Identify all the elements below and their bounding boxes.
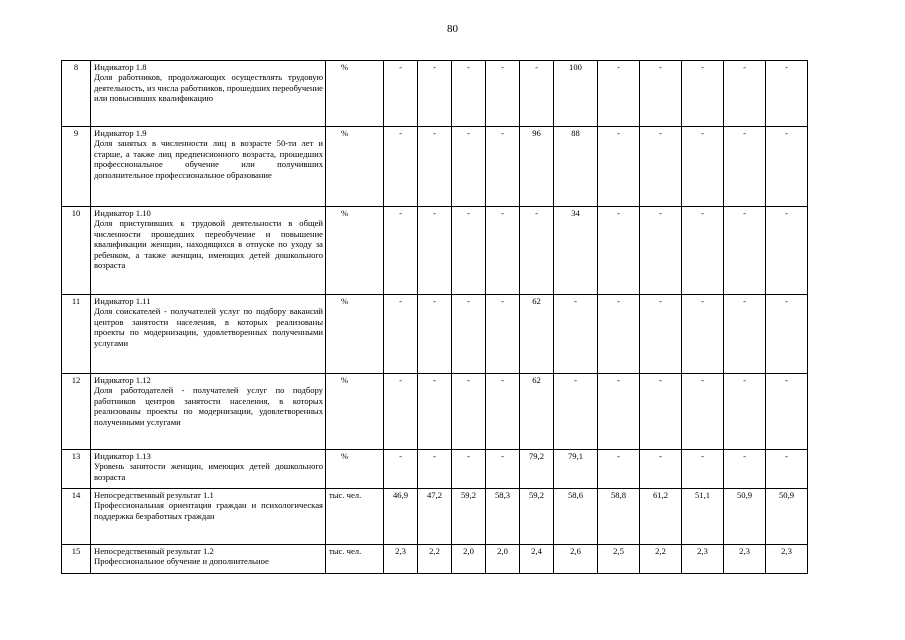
unit-cell: % xyxy=(326,61,384,127)
value-cell: - xyxy=(598,61,640,127)
value-cell: 59,2 xyxy=(452,489,486,545)
value-cell: - xyxy=(384,207,418,295)
indicator-description-cell xyxy=(91,545,326,574)
value-cell: 2,2 xyxy=(640,545,682,574)
value-cell: - xyxy=(766,207,808,295)
indicator-text: Доля занятых в численности лиц в возрасте 50-ти лет и старше, а также лиц предпенсионного возраста, прошедших профессиональное обучение или получивших дополнительное профессиональное образование xyxy=(94,138,323,180)
value-cell: - xyxy=(598,127,640,207)
row-number-cell: 12 xyxy=(62,374,91,450)
value-cell: 34 xyxy=(554,207,598,295)
unit-cell: % xyxy=(326,374,384,450)
value-cell: 2,4 xyxy=(520,545,554,574)
value-cell: - xyxy=(452,127,486,207)
value-cell: - xyxy=(452,374,486,450)
indicator-description-cell xyxy=(91,127,326,207)
indicator-title: Индикатор 1.12 xyxy=(94,375,151,385)
value-cell: 2,0 xyxy=(486,545,520,574)
indicator-text: Профессиональная ориентация граждан и психологическая поддержка безработных граждан xyxy=(94,500,323,521)
row-number-cell: 15 xyxy=(62,545,91,574)
value-cell: - xyxy=(452,450,486,489)
value-cell: 61,2 xyxy=(640,489,682,545)
table-row xyxy=(62,489,808,545)
value-cell: 47,2 xyxy=(418,489,452,545)
value-cell: 50,9 xyxy=(724,489,766,545)
value-cell: - xyxy=(724,450,766,489)
indicator-description-cell xyxy=(91,450,326,489)
indicator-text: Профессиональное обучение и дополнительное xyxy=(94,556,269,567)
indicator-description-cell xyxy=(91,61,326,127)
value-cell: - xyxy=(452,295,486,374)
indicator-text: Доля приступивших к трудовой деятельности в общей численности прошедших переобучение и повышение квалификации женщин, находящихся в отпуске по уходу за ребенком, а также женщин, имеющих детей дошкольного возраста xyxy=(94,218,323,271)
table-row xyxy=(62,374,808,450)
value-cell: - xyxy=(520,207,554,295)
indicator-text: Доля работников, продолжающих осуществлять трудовую деятельность, из числа работников, прошедших переобучение или повысивших квалификацию xyxy=(94,72,323,104)
value-cell: - xyxy=(682,450,724,489)
value-cell: - xyxy=(418,61,452,127)
value-cell: - xyxy=(640,450,682,489)
value-cell: 62 xyxy=(520,374,554,450)
page-number: 80 xyxy=(447,23,458,35)
indicator-title: Индикатор 1.10 xyxy=(94,208,151,218)
value-cell: - xyxy=(486,61,520,127)
value-cell: - xyxy=(418,374,452,450)
indicator-text: Доля работодателей - получателей услуг по подбору работников центров занятости населения, в которых реализованы проекты по модернизации, удовлетворенных полученными услугами xyxy=(94,385,323,427)
value-cell: - xyxy=(766,127,808,207)
value-cell: 51,1 xyxy=(682,489,724,545)
value-cell: - xyxy=(724,127,766,207)
table-row xyxy=(62,207,808,295)
value-cell: 50,9 xyxy=(766,489,808,545)
value-cell: - xyxy=(418,127,452,207)
value-cell: 58,6 xyxy=(554,489,598,545)
value-cell: 46,9 xyxy=(384,489,418,545)
value-cell: - xyxy=(418,450,452,489)
table-row xyxy=(62,450,808,489)
unit-cell: % xyxy=(326,207,384,295)
value-cell: - xyxy=(384,61,418,127)
value-cell: - xyxy=(486,295,520,374)
value-cell: - xyxy=(682,295,724,374)
value-cell: - xyxy=(554,374,598,450)
indicator-description-cell xyxy=(91,207,326,295)
value-cell: - xyxy=(554,295,598,374)
value-cell: 2,3 xyxy=(724,545,766,574)
value-cell: - xyxy=(766,61,808,127)
value-cell: 59,2 xyxy=(520,489,554,545)
value-cell: 2,2 xyxy=(418,545,452,574)
value-cell: - xyxy=(766,374,808,450)
indicator-title: Непосредственный результат 1.1 xyxy=(94,490,214,500)
value-cell: - xyxy=(486,374,520,450)
indicator-title: Индикатор 1.13 xyxy=(94,451,151,461)
value-cell: 2,3 xyxy=(682,545,724,574)
row-number-cell: 13 xyxy=(62,450,91,489)
indicator-description-cell xyxy=(91,374,326,450)
value-cell: - xyxy=(384,450,418,489)
unit-cell: % xyxy=(326,450,384,489)
table-row xyxy=(62,127,808,207)
value-cell: 96 xyxy=(520,127,554,207)
row-number-cell: 11 xyxy=(62,295,91,374)
value-cell: - xyxy=(384,127,418,207)
value-cell: - xyxy=(724,295,766,374)
value-cell: - xyxy=(598,450,640,489)
value-cell: 2,0 xyxy=(452,545,486,574)
value-cell: 100 xyxy=(554,61,598,127)
value-cell: - xyxy=(486,450,520,489)
value-cell: - xyxy=(418,295,452,374)
value-cell: - xyxy=(640,374,682,450)
value-cell: - xyxy=(640,127,682,207)
value-cell: - xyxy=(682,61,724,127)
value-cell: 2,6 xyxy=(554,545,598,574)
value-cell: - xyxy=(384,295,418,374)
value-cell: - xyxy=(452,207,486,295)
value-cell: - xyxy=(452,61,486,127)
value-cell: 58,3 xyxy=(486,489,520,545)
row-number-cell: 14 xyxy=(62,489,91,545)
value-cell: - xyxy=(766,450,808,489)
unit-cell: тыс. чел. xyxy=(326,545,384,574)
unit-cell: % xyxy=(326,127,384,207)
value-cell: - xyxy=(384,374,418,450)
table-row xyxy=(62,545,808,574)
row-number-cell: 8 xyxy=(62,61,91,127)
unit-cell: % xyxy=(326,295,384,374)
value-cell: - xyxy=(724,207,766,295)
value-cell: 2,3 xyxy=(384,545,418,574)
value-cell: - xyxy=(640,207,682,295)
indicator-title: Непосредственный результат 1.2 xyxy=(94,546,214,556)
indicator-description-cell xyxy=(91,489,326,545)
indicators-table xyxy=(61,60,808,574)
value-cell: - xyxy=(598,295,640,374)
value-cell: - xyxy=(598,374,640,450)
table-row xyxy=(62,295,808,374)
value-cell: 58,8 xyxy=(598,489,640,545)
value-cell: 88 xyxy=(554,127,598,207)
unit-cell: тыс. чел. xyxy=(326,489,384,545)
row-number-cell: 10 xyxy=(62,207,91,295)
value-cell: - xyxy=(640,295,682,374)
indicator-text: Уровень занятости женщин, имеющих детей дошкольного возраста xyxy=(94,461,323,482)
value-cell: - xyxy=(682,127,724,207)
value-cell: - xyxy=(682,207,724,295)
indicator-title: Индикатор 1.8 xyxy=(94,62,147,72)
value-cell: - xyxy=(486,127,520,207)
indicator-description-cell xyxy=(91,295,326,374)
value-cell: - xyxy=(520,61,554,127)
table-row xyxy=(62,61,808,127)
value-cell: - xyxy=(598,207,640,295)
value-cell: - xyxy=(766,295,808,374)
value-cell: - xyxy=(640,61,682,127)
indicator-text: Доля соискателей - получателей услуг по подбору вакансий центров занятости населения, в которых реализованы проекты по модернизации, удовлетворенных полученными услугами xyxy=(94,306,323,348)
value-cell: - xyxy=(486,207,520,295)
value-cell: 62 xyxy=(520,295,554,374)
value-cell: - xyxy=(418,207,452,295)
value-cell: 2,5 xyxy=(598,545,640,574)
value-cell: 2,3 xyxy=(766,545,808,574)
value-cell: - xyxy=(724,374,766,450)
value-cell: 79,1 xyxy=(554,450,598,489)
value-cell: - xyxy=(724,61,766,127)
value-cell: 79,2 xyxy=(520,450,554,489)
row-number-cell: 9 xyxy=(62,127,91,207)
indicator-title: Индикатор 1.9 xyxy=(94,128,147,138)
value-cell: - xyxy=(682,374,724,450)
indicator-title: Индикатор 1.11 xyxy=(94,296,151,306)
